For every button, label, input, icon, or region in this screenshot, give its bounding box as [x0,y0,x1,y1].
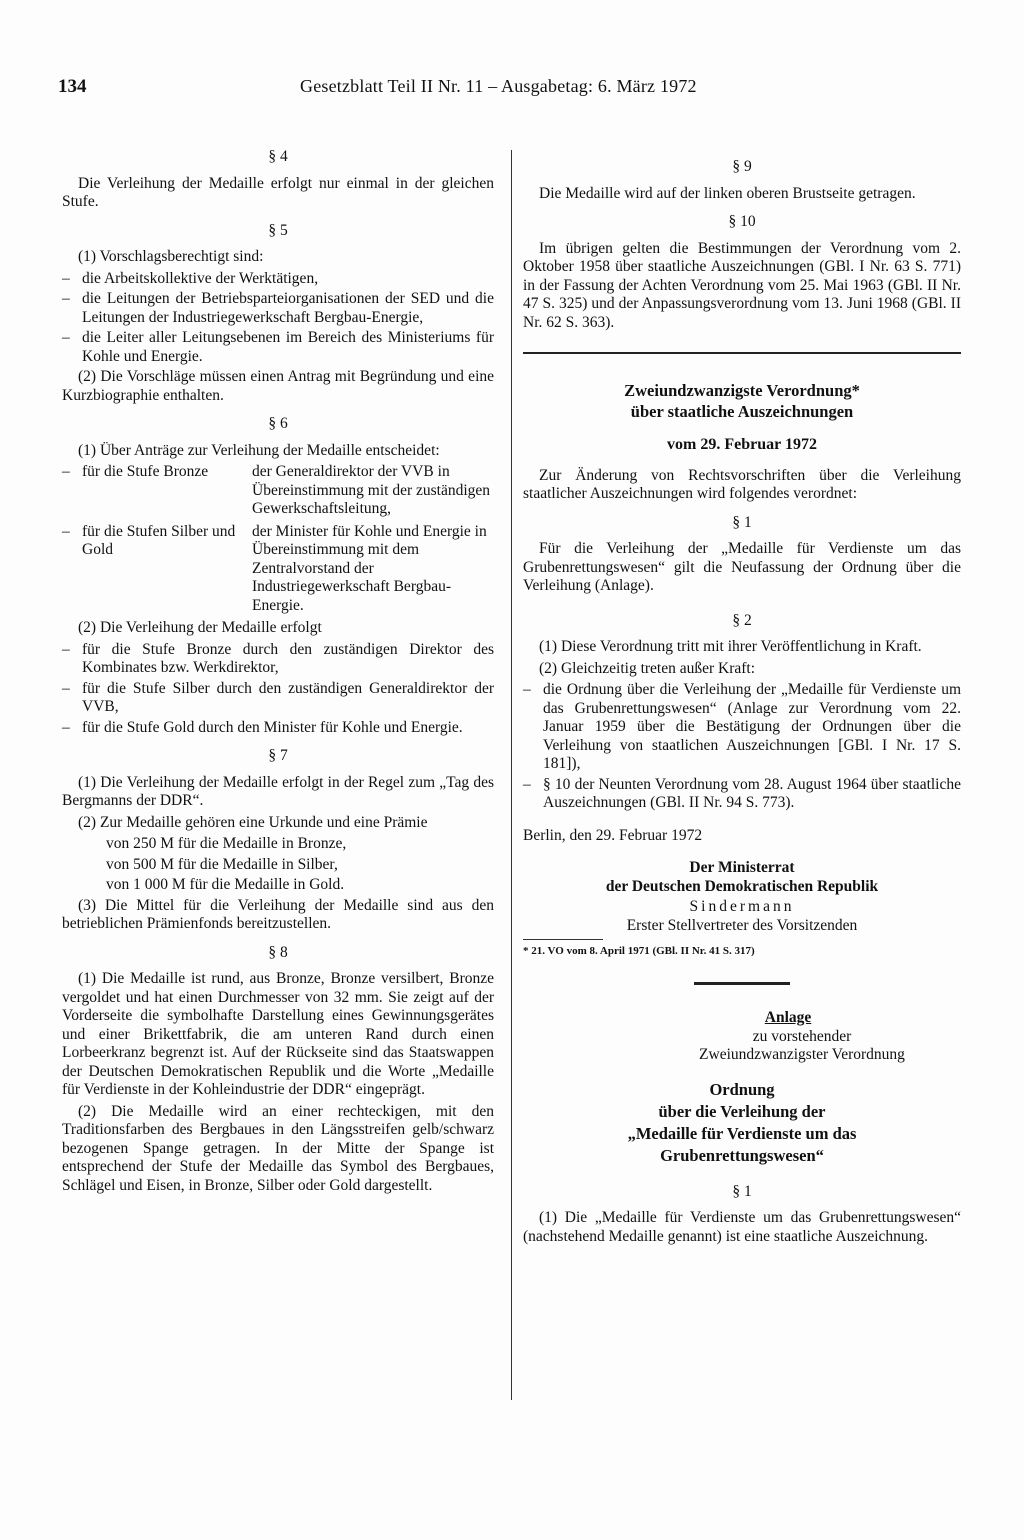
section-5-para-1: (1) Vorschlagsberechtigt sind: [78,248,264,265]
left-column [62,138,494,1198]
authority-row [62,523,494,616]
decree-section-2-para-1: (1) Diese Verordnung tritt mit ihrer Veröffentlichung in Kraft. [539,638,922,655]
section-6-para-1: (1) Über Anträge zur Verleihung der Medaille entscheidet: [78,441,440,459]
annex-title: Anlage [764,1009,812,1026]
list-item: – für die Stufe Bronze durch den zuständigen Direktor des Kombinates bzw. Werkdirektor, [62,641,494,678]
list-item: – die Ordnung über die Verleihung der „Medaille für Verdienste um das Grubenrettungswesen“ (Anlage zur Verordnung vom 22. Januar 1959 über die Bestätigung der Ordnungen über die Verleihung von staatlichen Auszeichnungen [GBl. I Nr. 17 S. 181]), [523,681,961,774]
annex-reference: zu vorstehender [752,1027,852,1045]
authority-level: – für die Stufen Silber und Gold [62,523,252,616]
section-heading-7: § 7 [268,747,288,764]
decree-intro: Zur Änderung von Rechtsvorschriften über die Verleihung staatlicher Auszeichnungen wird folgendes verordnet: [523,466,961,502]
section-9-text: Die Medaille wird auf der linken oberen Brustseite getragen. [539,184,916,202]
decree-section-heading-1: § 1 [732,513,752,531]
annex-section-1-text: (1) Die „Medaille für Verdienste um das Grubenrettungswesen“ (nachstehend Medaille genannt) ist eine staatliche Auszeichnung. [523,1209,961,1245]
list-item: – § 10 der Neunten Verordnung vom 28. August 1964 über staatliche Auszeichnungen (GBl. II Nr. 94 S. 773). [523,776,961,813]
column-divider [511,150,512,1400]
section-7-para-3: (3) Die Mittel für die Verleihung der Medaille sind aus den betrieblichen Prämienfonds bereitzustellen. [62,896,494,932]
authority-holder: der Generaldirektor der VVB in Übereinstimmung mit der zuständigen Gewerkschaftsleitung, [252,463,491,517]
section-5-list [62,270,494,367]
prize-line: von 250 M für die Medaille in Bronze, [106,835,347,852]
decree-date: vom 29. Februar 1972 [667,436,817,453]
list-item: – die Arbeitskollektive der Werktätigen, [62,270,494,289]
ordinance-title-line: Grubenrettungswesen“ [660,1145,824,1165]
list-item: – die Leitungen der Betriebsparteiorganisationen der SED und die Leitungen der Industriegewerkschaft Bergbau-Energie, [62,290,494,327]
ordinance-title-line: über die Verleihung der [658,1101,826,1121]
annex-section-heading-1: § 1 [732,1182,752,1200]
ordinance-title: Ordnung [709,1079,775,1099]
place-date: Berlin, den 29. Februar 1972 [523,826,703,844]
decree-title: Zweiundzwanzigste Verordnung* [624,381,860,400]
section-heading-8: § 8 [268,943,288,961]
section-10-text: Im übrigen gelten die Bestimmungen der Verordnung vom 2. Oktober 1958 über staatliche Auszeichnungen (GBl. I Nr. 63 S. 771) in der Fassung der Achten Verordnung vom 25. Mai 1963 (GBl. II Nr. 47 S. 325) und der Anpassungsverordnung vom 13. Juni 1968 (GBl. II Nr. 62 S. 363). [523,239,961,331]
decree-section-2-para-2: (2) Gleichzeitig treten außer Kraft: [539,659,756,677]
section-rule [523,352,961,354]
list-item: – die Leiter aller Leitungsebenen im Bereich des Ministeriums für Kohle und Energie. [62,329,494,366]
decree-subtitle: über staatliche Auszeichnungen [630,402,854,421]
section-6-list [62,641,494,738]
section-7-para-2: (2) Zur Medaille gehören eine Urkunde und eine Prämie [78,813,428,831]
running-title: Gesetzblatt Teil II Nr. 11 – Ausgabetag: 6. März 1972 [300,76,697,96]
authority-level: – für die Stufe Bronze [62,463,252,519]
signatory-role: Erster Stellvertreter des Vorsitzenden [626,916,858,934]
ordinance-title-line: „Medaille für Verdienste um das [627,1123,857,1143]
list-item: – für die Stufe Silber durch den zuständigen Generaldirektor der VVB, [62,680,494,717]
page-number: 134 [58,76,87,97]
authority-row [62,463,494,519]
section-8-para-1: (1) Die Medaille ist rund, aus Bronze, Bronze versilbert, Bronze vergoldet und hat einen Durchmesser von 32 mm. Sie zeigt auf der Vorderseite die symbolhafte Darstellung eines Gewinnungsgerätes und einer Brikettfabrik, die am unteren Rand durch einen Lorbeerkranz begrenzt ist. Auf der Rückseite sind das Staatswappen der Deutschen Demokratischen Republik und die Worte „Medaille für Verdienste in der Kohleindustrie der DDR“ eingeprägt. [62,970,494,1098]
list-item: – für die Stufe Gold durch den Minister für Kohle und Energie. [62,719,494,738]
section-heading-4: § 4 [268,148,288,165]
authority-holder: der Minister für Kohle und Energie in Übereinstimmung mit dem Zentralvorstand der Industriegewerkschaft Bergbau-Energie. [252,522,487,614]
right-column [523,158,961,1249]
prize-line: von 1 000 M für die Medaille in Gold. [106,876,345,893]
annex-rule [694,982,790,985]
section-5-para-2: (2) Die Vorschläge müssen einen Antrag mit Begründung und eine Kurzbiographie enthalten. [62,368,494,404]
section-heading-6: § 6 [268,415,288,432]
section-4-text: Die Verleihung der Medaille erfolgt nur einmal in der gleichen Stufe. [62,174,494,210]
section-8-para-2: (2) Die Medaille wird an einer rechteckigen, mit den Traditionsfarben des Bergbaues in den Längsstreifen gelb/schwarz bezogenen Spange getragen. In der Mitte der Spange ist entsprechend der Stufe der Medaille das Symbol des Bergbaues, Schlägel und Eisen, in Bronze, Silber oder Gold dargestellt. [62,1102,494,1194]
section-heading-9: § 9 [732,158,752,175]
annex-reference-decree: Zweiundzwanzigster Verordnung [699,1046,905,1063]
repealed-list [523,681,961,813]
issuing-body-name: der Deutschen Demokratischen Republik [605,877,879,895]
decree-section-1-text: Für die Verleihung der „Medaille für Verdienste um das Grubenrettungswesen“ gilt die Neufassung der Ordnung über die Verleihung (Anlage). [523,540,961,594]
section-heading-5: § 5 [268,221,288,239]
issuing-body: Der Ministerrat [689,859,795,876]
section-6-para-2: (2) Die Verleihung der Medaille erfolgt [78,619,322,636]
footnote-rule [523,939,603,940]
section-7-para-1: (1) Die Verleihung der Medaille erfolgt in der Regel zum „Tag des Bergmanns der DDR“. [62,773,494,809]
prize-line: von 500 M für die Medaille in Silber, [106,855,338,873]
footnote: * 21. VO vom 8. April 1971 (GBl. II Nr. 41 S. 317) [523,945,755,957]
page-header [58,76,748,116]
signatory: Sindermann [689,898,795,915]
decree-section-heading-2: § 2 [732,611,752,629]
section-heading-10: § 10 [728,213,756,230]
